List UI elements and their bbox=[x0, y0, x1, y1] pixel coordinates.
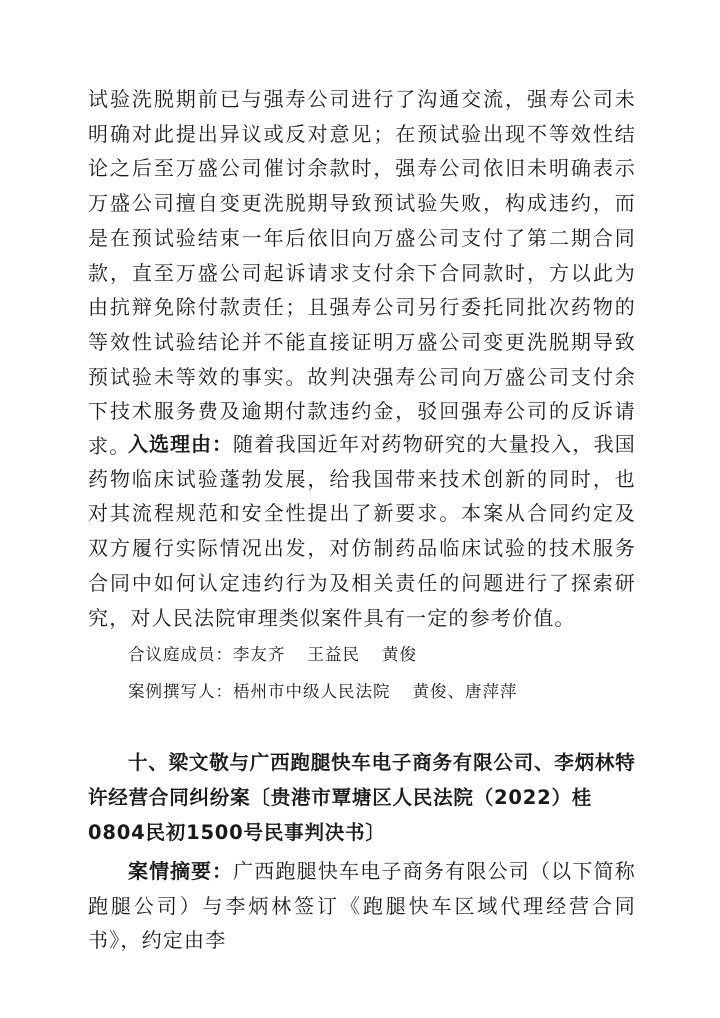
case-heading-text: 十、梁文敬与广西跑腿快车电子商务有限公司、李炳林特许经营合同纠纷案〔贵港市覃塘区人民法院（2022）桂0804民初1500号民事判决书〕 bbox=[88, 751, 636, 844]
case-heading bbox=[88, 745, 644, 850]
judgment-reasoning-paragraph: 试验洗脱期前已与强寿公司进行了沟通交流，强寿公司未明确对此提出异议或反对意见；在预试验出现不等效性结论之后至万盛公司催讨余款时，强寿公司依旧未明确表示万盛公司擅自变更洗脱期导致预试验失败，构成违约，而是在预试验结束一年后依旧向万盛公司支付了第二期合同款，直至万盛公司起诉请求支付余下合同款时，方以此为由抗辩免除付款责任；且强寿公司另行委托同批次药物的等效性试验结论并不能直接证明万盛公司变更洗脱期导致预试验未等效的事实。故判决强寿公司向万盛公司支付余下技术服务费及逾期付款违约金，驳回强寿公司的反诉请求。 bbox=[88, 87, 636, 459]
panel-member: 李友齐 bbox=[233, 645, 286, 664]
writer-label: 案例撰写人： bbox=[128, 682, 233, 701]
selection-reason-paragraph bbox=[88, 427, 636, 635]
panel-label: 合议庭成员： bbox=[128, 645, 233, 664]
selection-reason-label: 入选理由： bbox=[128, 432, 234, 456]
collegial-panel-line bbox=[128, 641, 417, 665]
case-writer-line bbox=[128, 678, 518, 702]
writer-court: 梧州市中级人民法院 bbox=[233, 682, 391, 701]
case-summary-text: 广西跑腿快车电子商务有限公司（以下简称跑腿公司）与李炳林签订《跑腿快车区域代理经营合同书》，约定由李 bbox=[88, 859, 636, 953]
panel-member: 王益民 bbox=[307, 645, 360, 664]
panel-member: 黄俊 bbox=[382, 645, 417, 664]
writer-names: 黄俊、唐萍萍 bbox=[412, 682, 518, 701]
case-summary-paragraph bbox=[88, 854, 636, 958]
case-summary-label: 案情摘要： bbox=[128, 859, 234, 883]
selection-reason-text: 随着我国近年对药物研究的大量投入，我国药物临床试验蓬勃发展，给我国带来技术创新的同时，也对其流程规范和安全性提出了新要求。本案从合同约定及双方履行实际情况出发，对仿制药品临床试验的技术服务合同中如何认定违约行为及相关责任的问题进行了探索研究，对人民法院审理类似案件具有一定的参考价值。 bbox=[88, 432, 636, 630]
